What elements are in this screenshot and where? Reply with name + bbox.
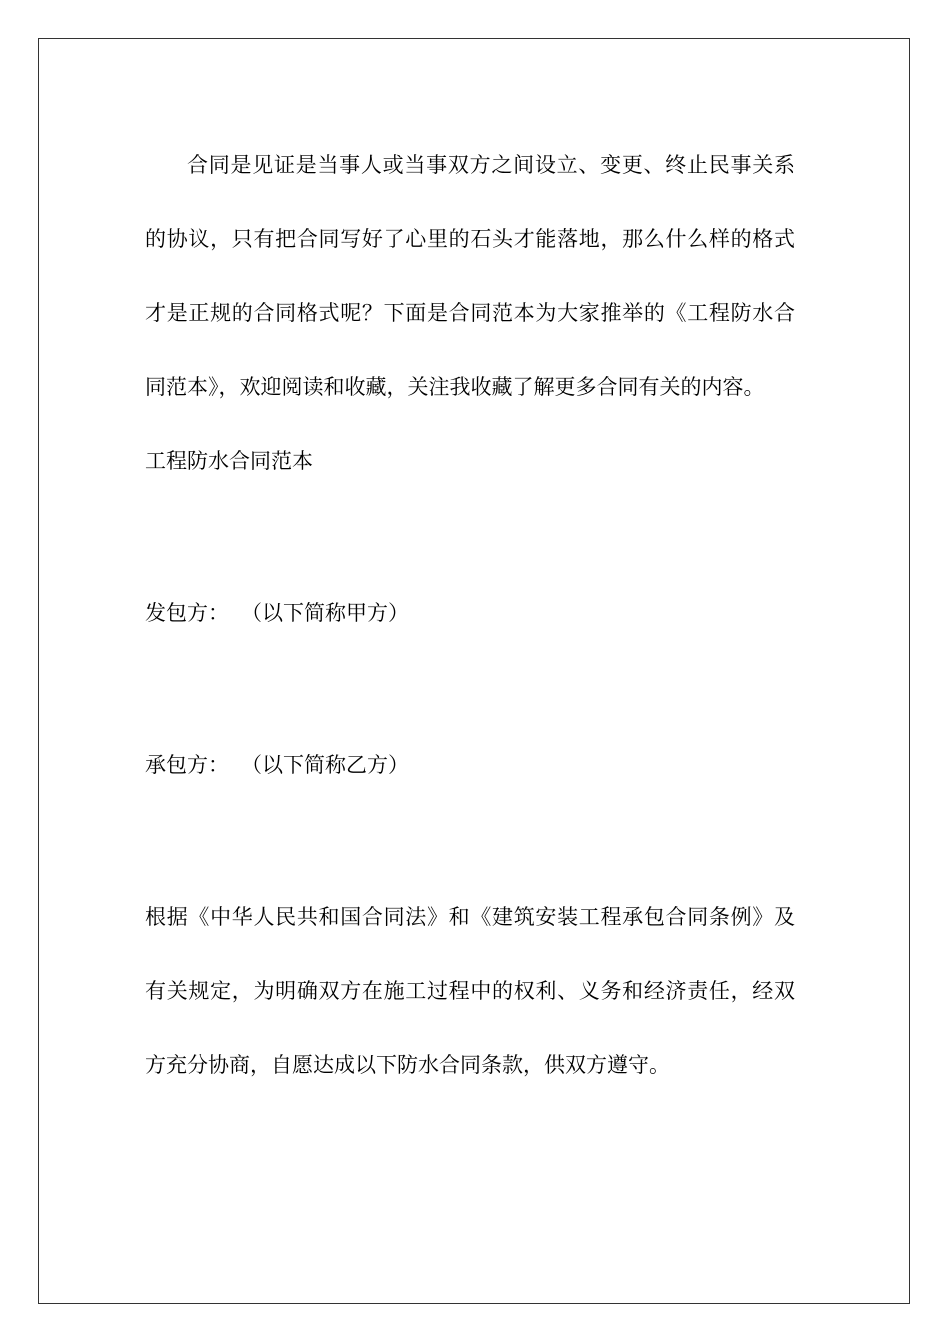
- party-b-note: （以下简称乙方）: [241, 753, 409, 777]
- intro-paragraph: 合同是见证是当事人或当事双方之间设立、变更、终止民事关系的协议，只有把合同写好了心里的石头才能落地，那么什么样的格式才是正规的合同格式呢？下面是合同范本为大家推举的《工程防水合同范本》，欢迎阅读和收藏，关注我收藏了解更多合同有关的内容。: [145, 153, 795, 399]
- party-a-line: [145, 576, 795, 650]
- document-body: [145, 128, 795, 1102]
- party-b-label: 承包方：: [145, 753, 229, 777]
- party-a-note: （以下简称甲方）: [241, 601, 409, 625]
- document-title: 工程防水合同范本: [145, 449, 313, 473]
- party-b-line: [145, 728, 795, 802]
- clause-paragraph: 根据《中华人民共和国合同法》和《建筑安装工程承包合同条例》及有关规定，为明确双方在施工过程中的权利、义务和经济责任，经双方充分协商，自愿达成以下防水合同条款，供双方遵守。: [145, 905, 795, 1077]
- party-a-label: 发包方：: [145, 601, 229, 625]
